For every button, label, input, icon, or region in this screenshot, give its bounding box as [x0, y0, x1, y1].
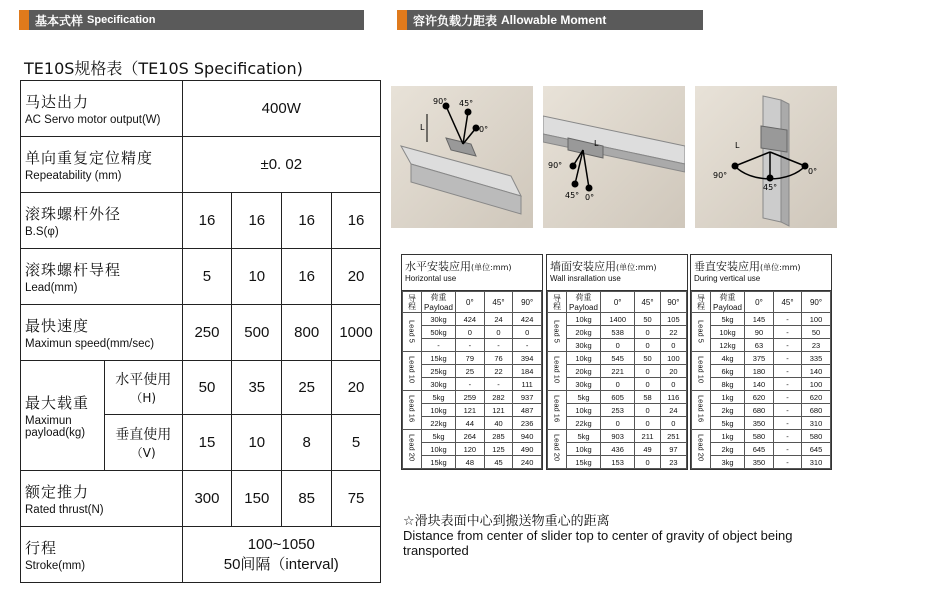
table-cell: - — [773, 391, 801, 404]
table-row — [403, 404, 542, 417]
table-row — [692, 365, 831, 378]
table-cell: 310 — [802, 417, 831, 430]
table-cell: 424 — [513, 313, 542, 326]
header-zh: 容许负载力距表 — [413, 13, 498, 28]
cell: 20 — [332, 361, 381, 415]
svg-text:0°: 0° — [479, 125, 489, 134]
table-cell: 1400 — [601, 313, 635, 326]
row-label: 最大载重 Maximun payload(kg) — [21, 361, 105, 471]
cell: 85 — [282, 471, 332, 527]
table-row — [548, 430, 687, 443]
table-row — [403, 326, 542, 339]
table-row — [403, 430, 542, 443]
table-cell: 8kg — [711, 378, 745, 391]
svg-text:L: L — [594, 139, 599, 148]
table-cell: 10kg — [567, 404, 601, 417]
table-cell: 259 — [456, 391, 485, 404]
table-cell: 121 — [484, 404, 513, 417]
header-zh: 基本式样 — [35, 13, 84, 28]
table-cell: 0 — [635, 378, 660, 391]
table-row — [548, 313, 687, 326]
svg-text:45°: 45° — [763, 183, 778, 192]
col-lead: 导程 — [692, 292, 711, 313]
svg-text:0°: 0° — [585, 193, 595, 202]
vertical-mount-image — [695, 86, 837, 228]
table-cell: 140 — [802, 365, 831, 378]
table-cell: 0 — [484, 326, 513, 339]
table-cell: 145 — [745, 313, 774, 326]
table-row — [403, 352, 542, 365]
table-cell: 0 — [601, 378, 635, 391]
table-cell: 5kg — [422, 430, 456, 443]
table-cell: 490 — [513, 443, 542, 456]
accent-bar — [397, 10, 407, 30]
table-cell: 22kg — [422, 417, 456, 430]
table-row — [692, 339, 831, 352]
table-header-row — [403, 292, 542, 313]
table-cell: 58 — [635, 391, 660, 404]
cell: 300 — [182, 471, 232, 527]
cell: 50 — [182, 361, 232, 415]
table-cell: 1kg — [711, 391, 745, 404]
table-cell: 15kg — [567, 456, 601, 469]
col-angle: 0° — [456, 292, 485, 313]
moment-table-vertical — [690, 254, 832, 470]
table-cell: 375 — [745, 352, 774, 365]
moment-table-horizontal — [401, 254, 543, 470]
table-cell: 100 — [802, 378, 831, 391]
table-cell: 2kg — [711, 404, 745, 417]
cell: 250 — [182, 305, 232, 361]
table-cell: 0 — [635, 326, 660, 339]
table-row — [548, 417, 687, 430]
table-cell: 940 — [513, 430, 542, 443]
lead-label: Lead 20 — [403, 430, 422, 469]
table-cell: 120 — [456, 443, 485, 456]
table-cell: 50 — [635, 352, 660, 365]
table-cell: 30kg — [422, 378, 456, 391]
spec-table — [20, 80, 381, 583]
table-cell: 10kg — [567, 443, 601, 456]
table-cell: 48 — [456, 456, 485, 469]
row-label: 行程 Stroke(mm) — [21, 527, 183, 583]
table-cell: 63 — [745, 339, 774, 352]
spec-row-stroke — [21, 527, 381, 583]
table-cell: 20kg — [567, 326, 601, 339]
table-cell: 620 — [745, 391, 774, 404]
table-cell: 30kg — [567, 339, 601, 352]
table-cell: 10kg — [422, 404, 456, 417]
table-cell: 15kg — [422, 352, 456, 365]
lead-label: Lead 16 — [403, 391, 422, 430]
table-cell: 23 — [802, 339, 831, 352]
lead-label: Lead 10 — [548, 352, 567, 391]
lead-label: Lead 10 — [403, 352, 422, 391]
table-row — [403, 443, 542, 456]
table-row — [692, 443, 831, 456]
table-cell: 5kg — [422, 391, 456, 404]
accent-bar — [19, 10, 29, 30]
table-cell: 645 — [745, 443, 774, 456]
table-cell: 153 — [601, 456, 635, 469]
table-row — [692, 352, 831, 365]
table-cell: 0 — [635, 417, 660, 430]
table-cell: 580 — [745, 430, 774, 443]
table-cell: 23 — [660, 456, 686, 469]
row-label: 滚珠螺杆导程 Lead(mm) — [21, 249, 183, 305]
stroke-value: 100~1050 50间隔（interval) — [182, 527, 380, 583]
svg-text:90°: 90° — [433, 97, 448, 106]
table-row — [548, 365, 687, 378]
table-cell: 285 — [484, 430, 513, 443]
svg-text:45°: 45° — [565, 191, 580, 200]
motor-value: 400W — [182, 81, 380, 137]
cell: 800 — [282, 305, 332, 361]
table-row — [403, 378, 542, 391]
table-cell: 25kg — [422, 365, 456, 378]
lead-label: Lead 16 — [548, 391, 567, 430]
table-cell: 0 — [601, 339, 635, 352]
section-header-specification — [19, 10, 364, 30]
table-row — [403, 391, 542, 404]
repeatability-value: ±0. 02 — [182, 137, 380, 193]
table-cell: 22 — [660, 326, 686, 339]
lead-label: Lead 20 — [548, 430, 567, 469]
cell: 10 — [232, 249, 282, 305]
table-cell: 2kg — [711, 443, 745, 456]
table-cell: 45 — [484, 456, 513, 469]
table-cell: 24 — [660, 404, 686, 417]
table-row — [403, 365, 542, 378]
table-cell: - — [422, 339, 456, 352]
table-cell: 436 — [601, 443, 635, 456]
table-cell: 545 — [601, 352, 635, 365]
table-cell: 620 — [802, 391, 831, 404]
table-cell: - — [773, 378, 801, 391]
table-cell: 3kg — [711, 456, 745, 469]
table-heading: 垂直安装应用(单位:mm) During vertical use — [691, 255, 831, 291]
table-cell: 180 — [745, 365, 774, 378]
table-row — [692, 456, 831, 469]
lead-label: Lead 5 — [403, 313, 422, 352]
table-cell: 4kg — [711, 352, 745, 365]
table-cell: 105 — [660, 313, 686, 326]
table-cell: 605 — [601, 391, 635, 404]
spec-row-motor — [21, 81, 381, 137]
svg-text:45°: 45° — [459, 99, 474, 108]
spec-row-thrust — [21, 471, 381, 527]
col-angle: 0° — [601, 292, 635, 313]
spec-row-payload-h — [21, 361, 381, 415]
table-row — [548, 339, 687, 352]
cell: 35 — [232, 361, 282, 415]
cell: 1000 — [332, 305, 381, 361]
table-cell: 50 — [802, 326, 831, 339]
cell: 10 — [232, 415, 282, 471]
col-angle: 90° — [802, 292, 831, 313]
table-cell: 1kg — [711, 430, 745, 443]
col-payload: 荷重 Payload — [422, 292, 456, 313]
col-angle: 90° — [660, 292, 686, 313]
col-angle: 0° — [745, 292, 774, 313]
col-angle: 90° — [513, 292, 542, 313]
table-cell: - — [484, 378, 513, 391]
table-cell: 5kg — [711, 313, 745, 326]
table-cell: 20kg — [567, 365, 601, 378]
table-row — [692, 417, 831, 430]
table-cell: - — [773, 326, 801, 339]
table-cell: 5kg — [711, 417, 745, 430]
table-cell: - — [773, 417, 801, 430]
table-cell: 0 — [635, 404, 660, 417]
cell: 16 — [282, 249, 332, 305]
moment-table-wall — [546, 254, 688, 470]
table-cell: 10kg — [711, 326, 745, 339]
table-cell: 49 — [635, 443, 660, 456]
lead-label: Lead 20 — [692, 430, 711, 469]
table-heading: 水平安装应用(单位:mm) Horizontal use — [402, 255, 542, 291]
table-cell: - — [773, 430, 801, 443]
header-en: Specification — [87, 14, 156, 26]
table-cell: - — [773, 365, 801, 378]
table-cell: 0 — [513, 326, 542, 339]
svg-text:L: L — [420, 123, 425, 132]
table-cell: 6kg — [711, 365, 745, 378]
table-cell: 903 — [601, 430, 635, 443]
table-cell: 10kg — [567, 352, 601, 365]
sub-label-vertical: 垂直使用 （V) — [104, 415, 182, 471]
table-row — [692, 378, 831, 391]
col-lead: 导程 — [548, 292, 567, 313]
table-cell: 0 — [660, 378, 686, 391]
table-cell: 253 — [601, 404, 635, 417]
table-cell: 50kg — [422, 326, 456, 339]
spec-row-speed — [21, 305, 381, 361]
table-cell: 40 — [484, 417, 513, 430]
cell: 25 — [282, 361, 332, 415]
cell: 5 — [332, 415, 381, 471]
table-cell: 125 — [484, 443, 513, 456]
cell: 20 — [332, 249, 381, 305]
spec-row-repeatability — [21, 137, 381, 193]
table-cell: 22kg — [567, 417, 601, 430]
table-cell: - — [773, 443, 801, 456]
row-label: 单向重复定位精度 Repeatability (mm) — [21, 137, 183, 193]
table-cell: 0 — [601, 417, 635, 430]
svg-text:90°: 90° — [548, 161, 563, 170]
cell: 150 — [232, 471, 282, 527]
table-cell: 30kg — [422, 313, 456, 326]
table-cell: 25 — [456, 365, 485, 378]
col-angle: 45° — [484, 292, 513, 313]
table-row — [548, 378, 687, 391]
table-cell: - — [773, 313, 801, 326]
table-row — [548, 456, 687, 469]
table-row — [692, 404, 831, 417]
col-angle: 45° — [773, 292, 801, 313]
table-row — [692, 430, 831, 443]
table-cell: 0 — [635, 339, 660, 352]
table-cell: 111 — [513, 378, 542, 391]
table-cell: 10kg — [567, 313, 601, 326]
table-cell: 580 — [802, 430, 831, 443]
wall-mount-image — [543, 86, 685, 228]
cell: 15 — [182, 415, 232, 471]
table-row — [403, 313, 542, 326]
lead-label: Lead 10 — [692, 352, 711, 391]
table-header-row — [692, 292, 831, 313]
cell: 75 — [332, 471, 381, 527]
table-cell: 100 — [802, 313, 831, 326]
lead-label: Lead 16 — [692, 391, 711, 430]
table-cell: - — [773, 404, 801, 417]
table-row — [692, 391, 831, 404]
table-cell: 22 — [484, 365, 513, 378]
table-cell: 310 — [802, 456, 831, 469]
table-cell: 350 — [745, 417, 774, 430]
table-cell: 50 — [635, 313, 660, 326]
section-header-allowable-moment — [397, 10, 703, 30]
table-row — [548, 391, 687, 404]
table-cell: 12kg — [711, 339, 745, 352]
table-cell: 394 — [513, 352, 542, 365]
table-cell: - — [456, 339, 485, 352]
table-row — [403, 417, 542, 430]
table-cell: 236 — [513, 417, 542, 430]
cell: 16 — [282, 193, 332, 249]
cell: 16 — [232, 193, 282, 249]
cell: 16 — [332, 193, 381, 249]
table-cell: 184 — [513, 365, 542, 378]
header-en: Allowable Moment — [501, 13, 607, 27]
table-cell: - — [773, 352, 801, 365]
table-cell: - — [513, 339, 542, 352]
cell: 5 — [182, 249, 232, 305]
col-payload: 荷重 Payload — [711, 292, 745, 313]
lead-label: Lead 5 — [548, 313, 567, 352]
table-cell: - — [456, 378, 485, 391]
table-cell: 15kg — [422, 456, 456, 469]
table-cell: 680 — [745, 404, 774, 417]
row-label: 马达出力 AC Servo motor output(W) — [21, 81, 183, 137]
table-cell: 211 — [635, 430, 660, 443]
table-cell: 76 — [484, 352, 513, 365]
table-cell: 251 — [660, 430, 686, 443]
svg-text:90°: 90° — [713, 171, 728, 180]
spec-row-bs — [21, 193, 381, 249]
table-cell: 0 — [660, 417, 686, 430]
table-cell: 5kg — [567, 430, 601, 443]
horizontal-mount-image — [391, 86, 533, 228]
note-en: Distance from center of slider top to center of gravity of object being transported — [403, 528, 793, 558]
table-row — [692, 313, 831, 326]
table-row — [548, 443, 687, 456]
table-cell: 20 — [660, 365, 686, 378]
lead-label: Lead 5 — [692, 313, 711, 352]
table-row — [403, 456, 542, 469]
table-cell: 140 — [745, 378, 774, 391]
table-cell: 221 — [601, 365, 635, 378]
note-zh: ☆滑块表面中心到搬送物重心的距离 — [403, 514, 610, 529]
table-cell: 0 — [635, 456, 660, 469]
table-row — [692, 326, 831, 339]
table-cell: - — [773, 339, 801, 352]
table-cell: 350 — [745, 456, 774, 469]
col-lead: 导程 — [403, 292, 422, 313]
table-cell: 116 — [660, 391, 686, 404]
table-cell: 24 — [484, 313, 513, 326]
table-header-row — [548, 292, 687, 313]
table-cell: 240 — [513, 456, 542, 469]
table-cell: 10kg — [422, 443, 456, 456]
svg-text:0°: 0° — [808, 167, 818, 176]
table-cell: 487 — [513, 404, 542, 417]
table-cell: 0 — [660, 339, 686, 352]
table-cell: 538 — [601, 326, 635, 339]
table-cell: 424 — [456, 313, 485, 326]
col-payload: 荷重 Payload — [567, 292, 601, 313]
table-cell: 121 — [456, 404, 485, 417]
table-cell: - — [484, 339, 513, 352]
table-cell: 79 — [456, 352, 485, 365]
cell: 500 — [232, 305, 282, 361]
row-label: 滚珠螺杆外径 B.S(φ) — [21, 193, 183, 249]
table-cell: 937 — [513, 391, 542, 404]
table-cell: 90 — [745, 326, 774, 339]
table-cell: 0 — [635, 365, 660, 378]
table-cell: 30kg — [567, 378, 601, 391]
table-row — [548, 352, 687, 365]
spec-table-title: TE10S规格表（TE10S Specification) — [24, 59, 303, 78]
table-row — [548, 404, 687, 417]
cell: 8 — [282, 415, 332, 471]
table-cell: 645 — [802, 443, 831, 456]
table-cell: 680 — [802, 404, 831, 417]
table-row — [548, 326, 687, 339]
svg-text:L: L — [735, 141, 740, 150]
spec-row-lead — [21, 249, 381, 305]
table-cell: 264 — [456, 430, 485, 443]
sub-label-horizontal: 水平使用 （H) — [104, 361, 182, 415]
row-label: 最快速度 Maximun speed(mm/sec) — [21, 305, 183, 361]
table-cell: 335 — [802, 352, 831, 365]
table-row — [403, 339, 542, 352]
table-cell: - — [773, 456, 801, 469]
table-cell: 282 — [484, 391, 513, 404]
table-cell: 0 — [456, 326, 485, 339]
row-label: 额定推力 Rated thrust(N) — [21, 471, 183, 527]
table-cell: 44 — [456, 417, 485, 430]
table-cell: 5kg — [567, 391, 601, 404]
cell: 16 — [182, 193, 232, 249]
table-heading: 墙面安装应用(单位:mm) Wall insrallation use — [547, 255, 687, 291]
table-cell: 97 — [660, 443, 686, 456]
table-cell: 100 — [660, 352, 686, 365]
col-angle: 45° — [635, 292, 660, 313]
